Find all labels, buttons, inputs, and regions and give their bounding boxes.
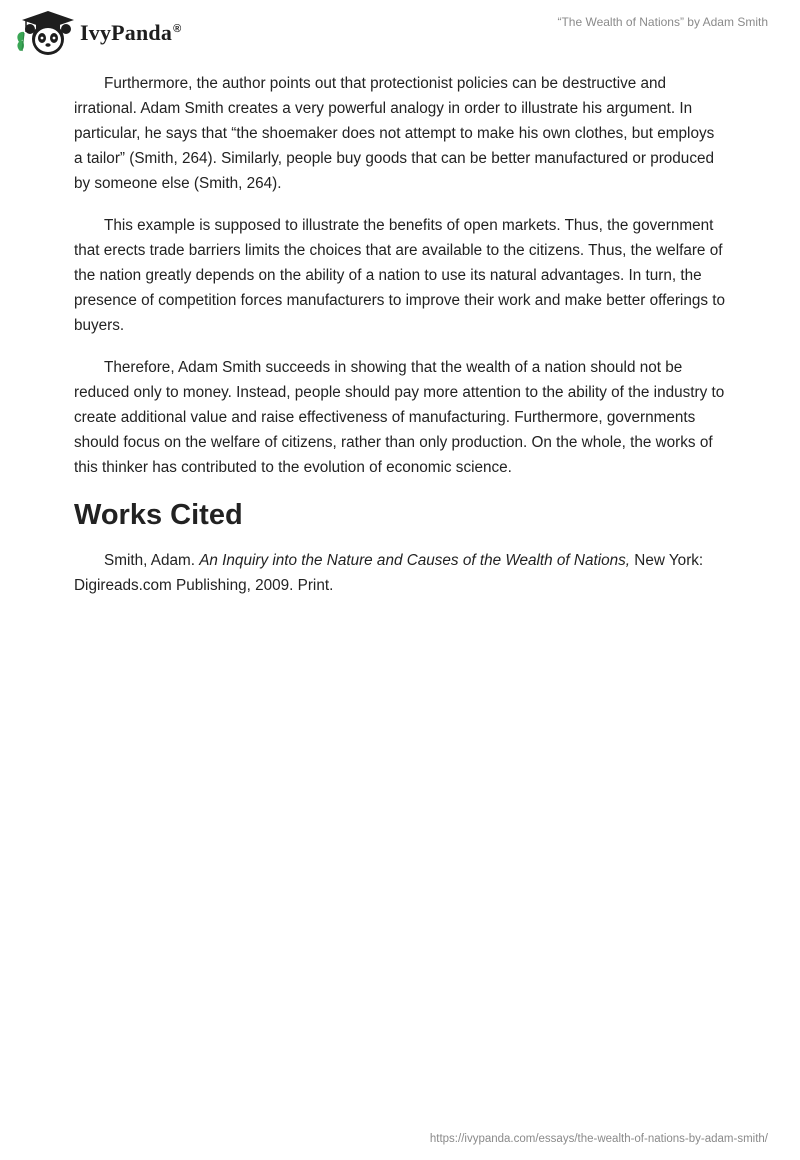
source-url-link[interactable]: https://ivypanda.com/essays/the-wealth-of-nations-by-adam-smith/	[429, 1133, 768, 1145]
body-paragraph-3: Therefore, Adam Smith succeeds in showing that the wealth of a nation should not be reduced only to money. Instead, people should pay more attention to the ability of the industry to create additional value and raise effectiveness of manufacturing. Furthermore, governments should focus on the welfare of citizens, rather than only production. On the whole, the works of this thinker has contributed to the evolution of economic science.	[74, 359, 725, 476]
body-paragraph-1: Furthermore, the author points out that protectionist policies can be destructive and irrational. Adam Smith creates a very powerful analogy in order to illustrate his argument. In particular, he says that “the shoemaker does not attempt to make his own clothes, but employs a tailor” (Smith, 264). Similarly, people buy goods that can be better manufactured or produced by someone else (Smith, 264).	[74, 75, 715, 192]
logo-wordmark: IvyPanda®	[80, 20, 182, 45]
works-cited-heading: Works Cited	[74, 499, 243, 531]
citation-entry	[74, 548, 726, 598]
ivypanda-logo[interactable]	[14, 8, 181, 56]
document-title: “The Wealth of Nations” by Adam Smith	[557, 15, 768, 29]
page-header	[0, 0, 800, 60]
citation-title: An Inquiry into the Nature and Causes of the Wealth of Nations,	[199, 552, 631, 569]
registered-mark: ®	[173, 22, 182, 35]
citation-author: Smith, Adam.	[104, 552, 200, 569]
essay-content	[74, 71, 726, 598]
panda-graduate-logo-icon	[14, 8, 74, 56]
body-paragraph-2: This example is supposed to illustrate the benefits of open markets. Thus, the government that erects trade barriers limits the choices that are available to the citizens. Thus, the welfare of the nation greatly depends on the ability of a nation to use its natural advantages. In turn, the presence of competition forces manufacturers to improve their work and make better offerings to buyers.	[74, 217, 725, 334]
citation-publication: New York: Digireads.com Publishing, 2009. Print.	[74, 552, 704, 594]
